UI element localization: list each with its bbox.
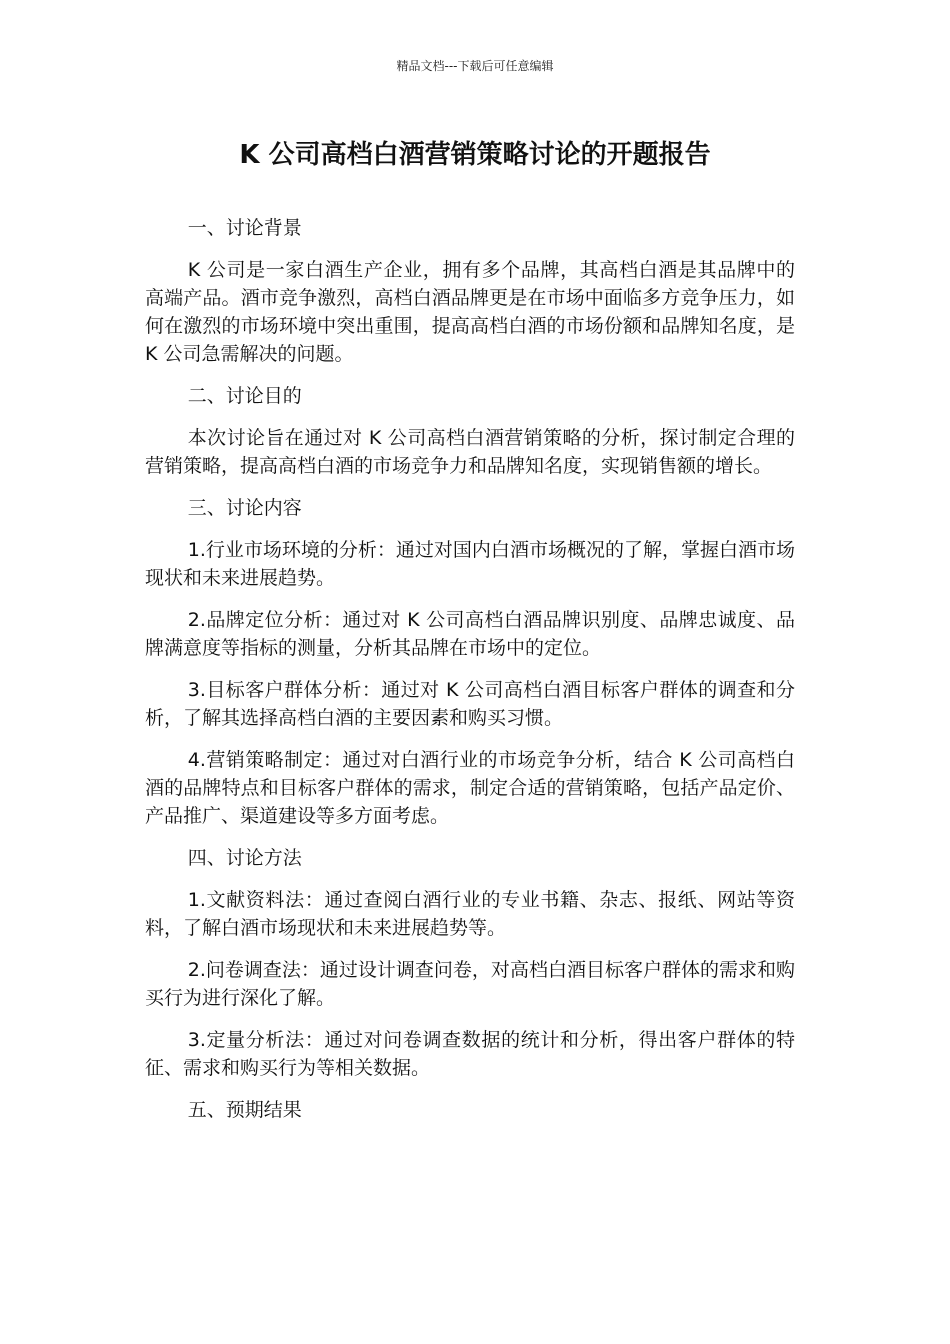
paragraph: 4.营销策略制定：通过对白酒行业的市场竞争分析，结合 K 公司高档白酒的品牌特点和目标客户群体的需求，制定合适的营销策略，包括产品定价、产品推广、渠道建设等多方面考虑。: [145, 749, 795, 827]
section-heading-background: 一、讨论背景: [187, 217, 302, 239]
paragraph: 2.问卷调查法：通过设计调查问卷，对高档白酒目标客户群体的需求和购买行为进行深化了解。: [145, 959, 795, 1009]
section-heading-methods: 四、讨论方法: [187, 847, 302, 869]
paragraph: 1.行业市场环境的分析：通过对国内白酒市场概况的了解，掌握白酒市场现状和未来进展趋势。: [145, 539, 795, 589]
section-heading-content: 三、讨论内容: [187, 497, 302, 519]
document-body: [145, 214, 795, 1138]
paragraph: 2.品牌定位分析：通过对 K 公司高档白酒品牌识别度、品牌忠诚度、品牌满意度等指标的测量，分析其品牌在市场中的定位。: [145, 609, 795, 659]
paragraph: 1.文献资料法：通过查阅白酒行业的专业书籍、杂志、报纸、网站等资料，了解白酒市场现状和未来进展趋势等。: [145, 889, 795, 939]
section-heading-expected-results: 五、预期结果: [187, 1099, 302, 1121]
header-note: 精品文档---下载后可任意编辑: [396, 59, 554, 73]
paragraph: 3.目标客户群体分析：通过对 K 公司高档白酒目标客户群体的调查和分析，了解其选择高档白酒的主要因素和购买习惯。: [145, 679, 795, 729]
document-title: K 公司高档白酒营销策略讨论的开题报告: [239, 140, 711, 170]
paragraph: 3.定量分析法：通过对问卷调查数据的统计和分析，得出客户群体的特征、需求和购买行为等相关数据。: [145, 1029, 795, 1079]
section-heading-purpose: 二、讨论目的: [187, 385, 302, 407]
paragraph: 本次讨论旨在通过对 K 公司高档白酒营销策略的分析，探讨制定合理的营销策略，提高高档白酒的市场竞争力和品牌知名度，实现销售额的增长。: [145, 427, 795, 477]
paragraph: K 公司是一家白酒生产企业，拥有多个品牌，其高档白酒是其品牌中的高端产品。酒市竞争激烈，高档白酒品牌更是在市场中面临多方竞争压力，如何在激烈的市场环境中突出重围，提高高档白酒的市场份额和品牌知名度，是 K 公司急需解决的问题。: [145, 259, 795, 365]
